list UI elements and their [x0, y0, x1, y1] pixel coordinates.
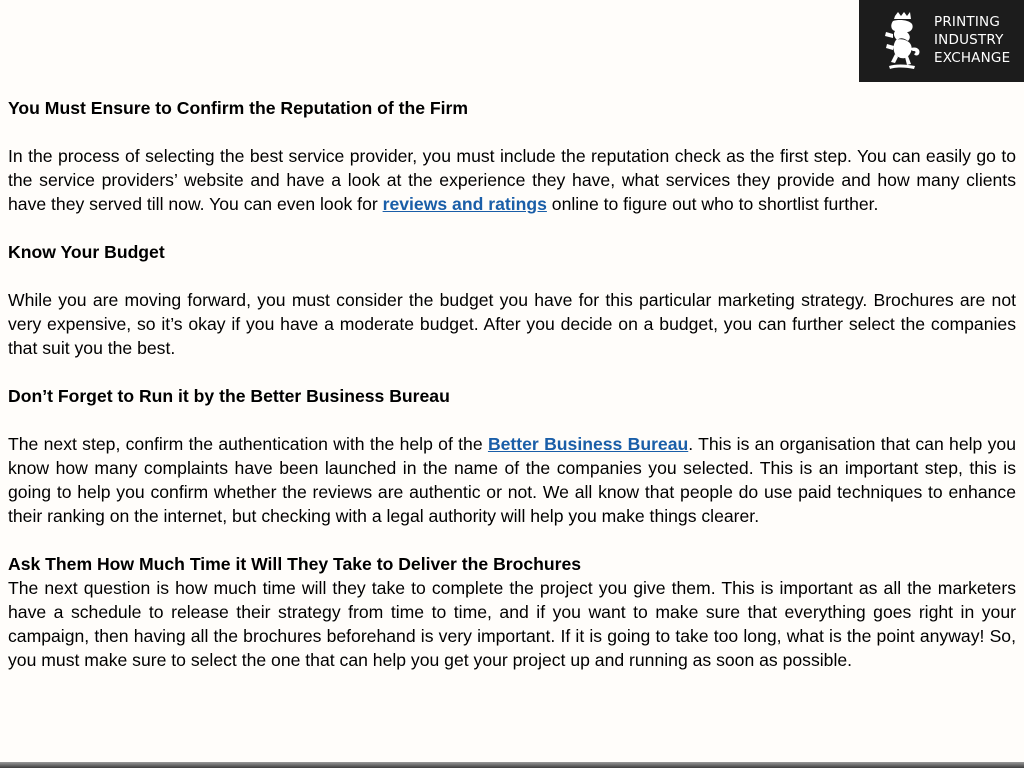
- spacer: [8, 264, 1016, 288]
- article-body: [8, 96, 1016, 672]
- spacer: [8, 408, 1016, 432]
- section-heading-delivery: Ask Them How Much Time it Will They Take to Deliver the Brochures: [8, 554, 582, 574]
- better-business-bureau-link[interactable]: Better Business Bureau: [487, 434, 689, 454]
- spacer: [8, 216, 1016, 240]
- spacer: [8, 120, 1016, 144]
- section-heading-budget: Know Your Budget: [8, 242, 165, 262]
- section-paragraph-delivery: The next question is how much time will they take to complete the project you give them. This is important as all the marketers have a schedule to release their strategy from time to time, and if you want to make sure that everything goes right in your campaign, then having all the brochures beforehand is very important. If it is going to take too long, what is the point anyway! So, you must make sure to select the one that can help you get your project up and running as soon as possible.: [8, 578, 1016, 670]
- logo-badge: [859, 0, 1024, 82]
- spacer: [8, 360, 1016, 384]
- section-paragraph-reputation: [8, 144, 1016, 216]
- paragraph-text: . This is an organisation that can help you know how many complaints have been launched in the name of the companies you selected. This is an important step, this is going to help you confirm whether the reviews are authentic or not. We all know that people do use paid techniques to enhance their ranking on the internet, but checking with a legal authority will help you make things clearer.: [8, 434, 1016, 526]
- logo-line-1: PRINTING: [934, 14, 1000, 30]
- lion-crest-icon: [881, 10, 923, 72]
- bottom-border: [0, 762, 1024, 768]
- paragraph-text: online to figure out who to shortlist further.: [546, 194, 879, 214]
- reviews-and-ratings-link[interactable]: reviews and ratings: [382, 194, 547, 214]
- logo-line-3: EXCHANGE: [934, 50, 1011, 66]
- paragraph-text: The next step, confirm the authentication with the help of the: [8, 434, 488, 454]
- logo-line-2: INDUSTRY: [934, 32, 1004, 48]
- section-heading-bbb: Don’t Forget to Run it by the Better Business Bureau: [8, 386, 450, 406]
- section-paragraph-bbb: [8, 432, 1016, 528]
- section-paragraph-budget: While you are moving forward, you must consider the budget you have for this particular marketing strategy. Brochures are not very expensive, so it’s okay if you have a moderate budget. After you decide on a budget, you can further select the companies that suit you the best.: [8, 290, 1016, 358]
- paragraph-text: In the process of selecting the best service provider, you must include the reputation check as the first step. You can easily go to the service providers’ website and have a look at the experience they have, what services they provide and how many clients have they served till now. You can even look for: [8, 146, 1016, 214]
- logo-wordmark: [934, 13, 1010, 67]
- section-heading-reputation: You Must Ensure to Confirm the Reputation of the Firm: [8, 98, 469, 118]
- spacer: [8, 528, 1016, 552]
